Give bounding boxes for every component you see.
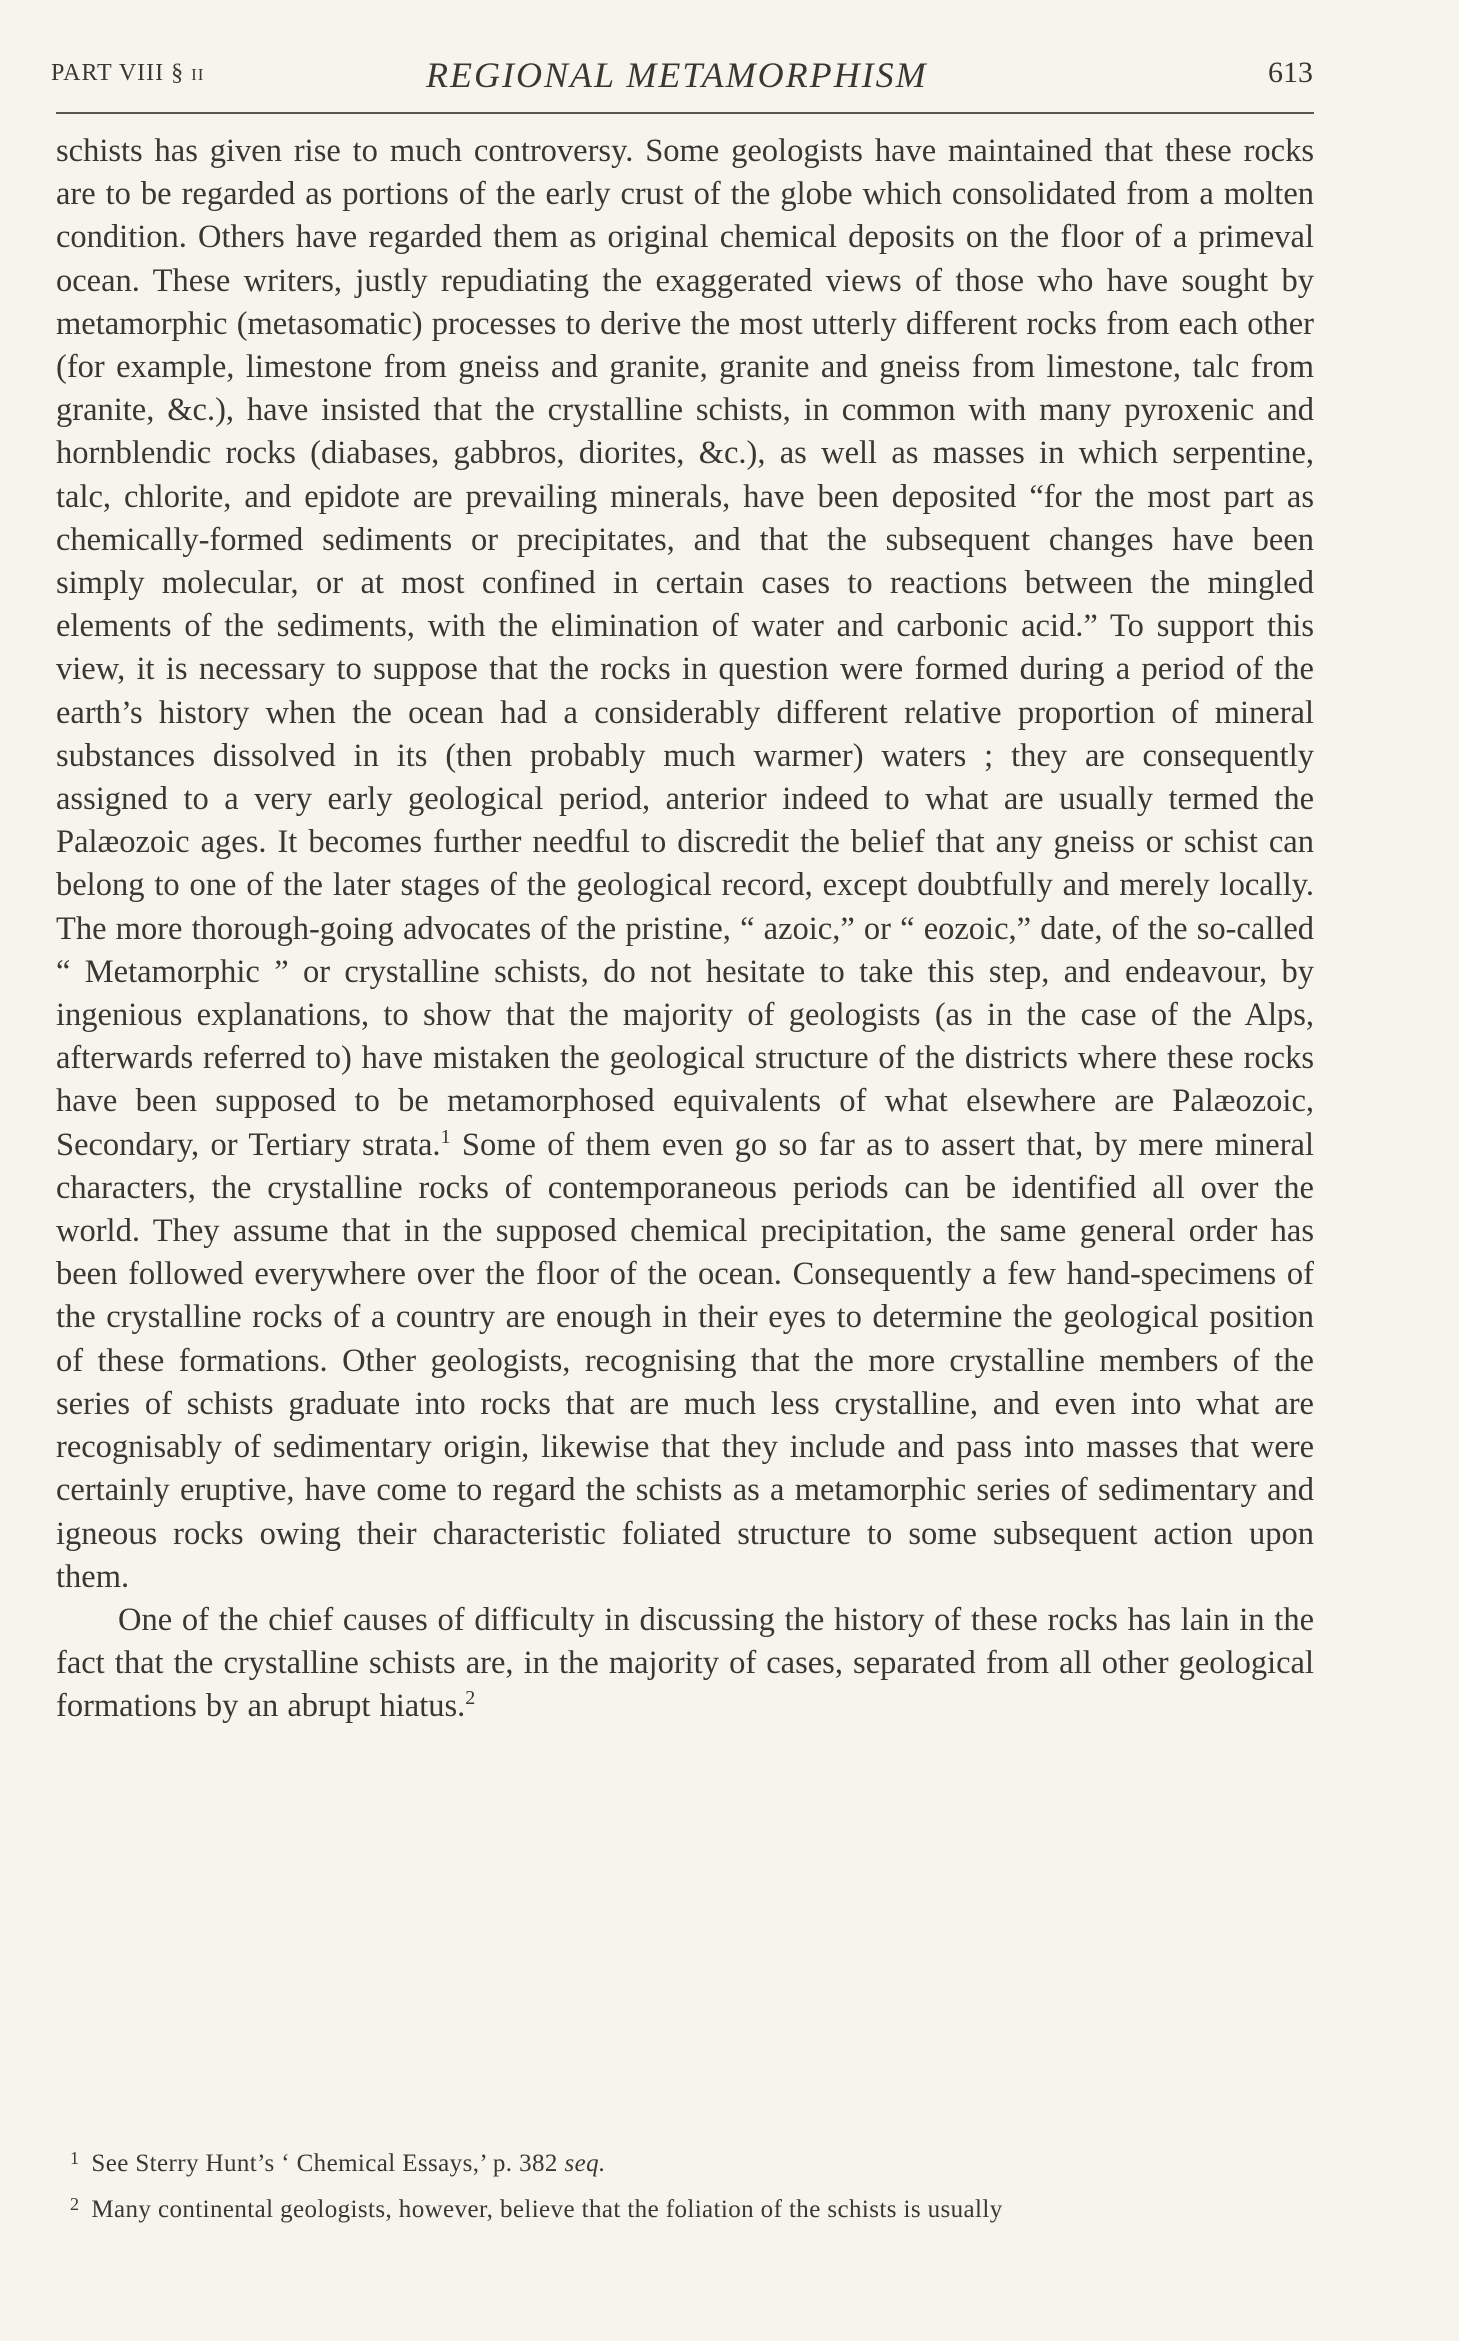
footnote-1-text: See Sterry Hunt’s ‘ Chemical Essays,’ p. 382 (91, 2150, 565, 2177)
part-section-label: PART VIII § ii (51, 60, 205, 86)
footnotes (56, 2138, 1314, 2230)
body-text (56, 130, 1314, 1729)
paragraph-1 (56, 130, 1314, 1599)
chapter-title: REGIONAL METAMORPHISM (426, 55, 928, 95)
footnote-2-number: 2 (70, 2194, 80, 2214)
footnote-1-italic: seq. (564, 2150, 606, 2177)
running-head (51, 52, 1313, 96)
paragraph-1-text-b: Some of them even go so far as to assert that, by mere mineral characters, the crystalline rocks of contemporaneous periods can be identified all over the world. They assume that in the supposed chemical precipitation, the same general order has been followed everywhere over the floor of the ocean. Consequently a few hand-specimens of the crystalline rocks of a country are enough in their eyes to determine the geological position of these formations. Other geologists, recognising that the more crystalline members of the series of schists graduate into rocks that are much less crystalline, and even into what are recognisably of sedimentary origin, likewise that they include and pass into masses that were certainly eruptive, have come to regard the schists as a metamorphic series of sedimentary and igneous rocks owing their characteristic foliated structure to some subsequent action upon them. (56, 1126, 1314, 1595)
paragraph-1-text-a: schists has given rise to much controversy. Some geologists have maintained that these rocks are to be regarded as portions of the early crust of the globe which consolidated from a molten condition. Others have regarded them as original chemical deposits on the floor of a primeval ocean. These writers, justly repudiating the exaggerated views of those who have sought by metamorphic (metasomatic) processes to derive the most utterly different rocks from each other (for example, limestone from gneiss and granite, granite and gneiss from limestone, talc from granite, &c.), have insisted that the crystalline schists, in common with many pyroxenic and hornblendic rocks (diabases, gabbros, diorites, &c.), as well as masses in which serpentine, talc, chlorite, and epidote are prevailing minerals, have been deposited “for the most part as chemically-formed sediments or precipitates, and that the subsequent changes have been simply molecular, or at most confined in certain cases to reactions between the mingled elements of the sediments, with the elimination of water and carbonic acid.” To support this view, it is necessary to suppose that the rocks in question were formed during a period of the earth’s history when the ocean had a considerably different relative proportion of mineral substances dissolved in its (then probably much warmer) waters ; they are consequently assigned to a very early geological period, anterior indeed to what are usually termed the Palæozoic ages. It becomes further needful to discredit the belief that any gneiss or schist can belong to one of the later stages of the geological record, except doubtfully and merely locally. The more thorough-going advocates of the pristine, “ azoic,” or “ eozoic,” date, of the so-called “ Metamorphic ” or crystalline schists, do not hesitate to take this step, and endeavour, by ingenious explanations, to show that the majority of geologists (as in the case of the Alps, afterwards referred to) have mistaken the geological structure of the districts where these rocks have been supposed to be metamorphosed equivalents of what elsewhere are Palæozoic, Secondary, or Tertiary strata. (56, 133, 1314, 1163)
footnote-2-text: Many continental geologists, however, believe that the foliation of the schists is usually (91, 2196, 1003, 2223)
footnote-ref-2: 2 (465, 1687, 476, 1710)
footnote-ref-1: 1 (440, 1125, 451, 1148)
footnote-2 (56, 2184, 1314, 2230)
header-rule (56, 112, 1314, 114)
paragraph-2 (56, 1599, 1314, 1729)
page-number: 613 (1268, 56, 1313, 89)
footnote-1-number: 1 (70, 2148, 80, 2168)
paragraph-2-text: One of the chief causes of difficulty in discussing the history of these rocks has lain in the fact that the crystalline schists are, in the majority of cases, separated from all other geological formations by an abrupt hiatus. (56, 1601, 1314, 1725)
footnote-1 (56, 2138, 1314, 2184)
